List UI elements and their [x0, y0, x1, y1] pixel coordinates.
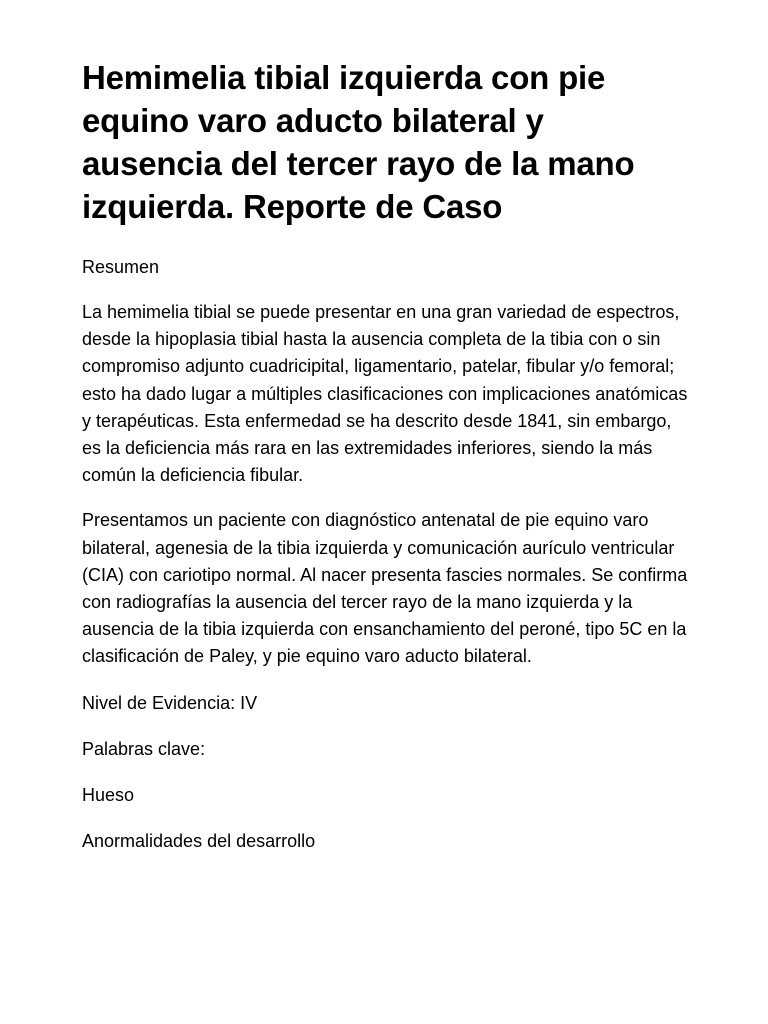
document-title: Hemimelia tibial izquierda con pie equino varo aducto bilateral y ausencia del tercer rayo de la mano izquierda. Reporte de Caso [82, 59, 635, 225]
document-page [82, 56, 692, 855]
keyword-item: Hueso [82, 785, 135, 806]
abstract-paragraph-1: La hemimelia tibial se puede presentar en una gran variedad de espectros, desde la hipoplasia tibial hasta la ausencia completa de la tibia con o sin compromiso adjunto cuadricipital, ligamentario, patelar, fibular y/o femoral; esto ha dado lugar a múltiples clasificaciones con implicaciones anatómicas y terapéuticas. Esta enfermedad se ha descrito desde 1841, sin embargo, es la deficiencia más rara en las extremidades inferiores, siendo la más común la deficiencia fibular. [82, 302, 688, 486]
abstract-heading: Resumen [82, 257, 160, 277]
keyword-item: Anormalidades del desarrollo [82, 831, 316, 852]
evidence-level: Nivel de Evidencia: IV [82, 692, 258, 713]
keywords-label: Palabras clave: [82, 738, 206, 759]
abstract-paragraph-2: Presentamos un paciente con diagnóstico antenatal de pie equino varo bilateral, agenesia de la tibia izquierda y comunicación aurículo ventricular (CIA) con cariotipo normal. Al nacer presenta fascies normales. Se confirma con radiografías la ausencia del tercer rayo de la mano izquierda y la ausencia de la tibia izquierda con ensanchamiento del peroné, tipo 5C en la clasificación de Paley, y pie equino varo aducto bilateral. [82, 510, 688, 667]
